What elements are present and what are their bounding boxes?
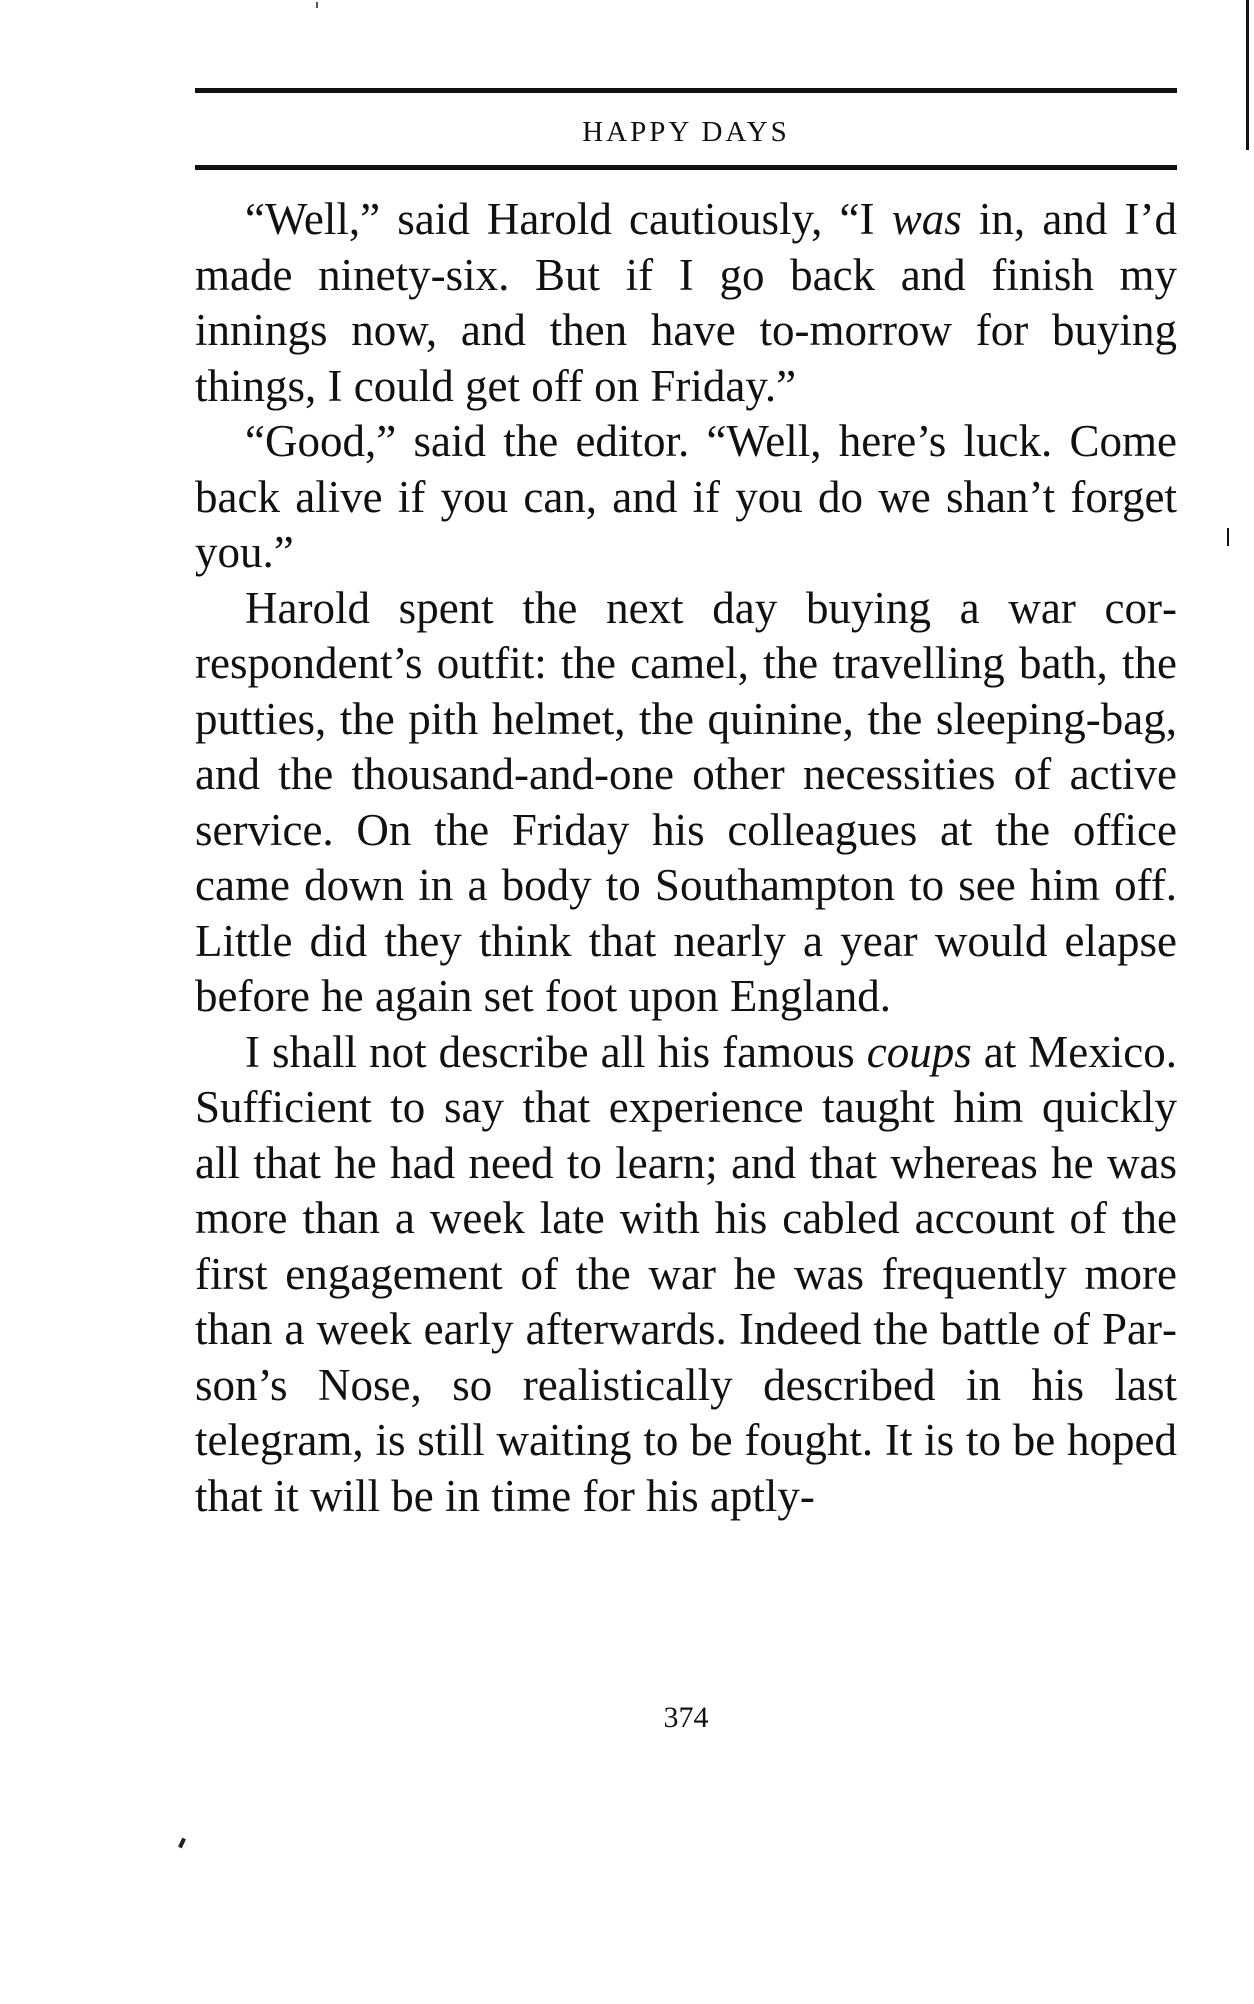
header-rule-top bbox=[195, 88, 1177, 93]
paragraph-text: “Well,” said Harold cautiously, “I bbox=[245, 194, 892, 244]
paragraph bbox=[195, 581, 1177, 1025]
emphasized-word: was bbox=[891, 194, 962, 244]
running-head: HAPPY DAYS bbox=[582, 116, 790, 148]
header-rule-bottom bbox=[195, 165, 1177, 170]
ink-speck bbox=[178, 1838, 186, 1849]
page-number: 374 bbox=[663, 1701, 709, 1734]
emphasized-word: coups bbox=[866, 1026, 972, 1077]
paragraph-text: Harold spent the next day buying a war correspondent’s outfit: the camel, the travelling bath, the putties, the pith helmet, the quinine, the sleeping-bag, and the thousand-and-one other necessities of active service. On the Friday his colleagues at the office came down in a body to Southampton to see him off. Little did they think that nearly a year would elapse before he again set foot upon England. bbox=[195, 582, 1177, 1021]
paragraph-text: at Mexico. Sufficient to say that experience taught him quickly all that he had need to learn; and that whereas he was more than a week late with his cabled account of the first engagement of the war he was frequently more than a week early afterwards. Indeed the battle of Parson’s Nose, so realistically described in his last telegram, is still waiting to be fought. It is to be hoped that it will be in time for his aptly- bbox=[195, 1026, 1178, 1521]
paragraph-text: “Good,” said the editor. “Well, here’s luck. Come back alive if you can, and if you do we shan’t forget you.” bbox=[195, 416, 1177, 577]
margin-tick-mark bbox=[1227, 528, 1229, 546]
page-edge-mark bbox=[1246, 0, 1249, 150]
paragraph bbox=[195, 192, 1177, 414]
paragraph bbox=[195, 1025, 1177, 1525]
ink-speck bbox=[316, 2, 318, 8]
body-text bbox=[195, 192, 1177, 1524]
paragraph-text: in, and I’d made ninety-six. But if I go back and finish my innings now, and then have to-morrow for buying things, I could get off on Friday.” bbox=[195, 194, 1177, 411]
paragraph bbox=[195, 414, 1177, 581]
paragraph-text: I shall not describe all his famous bbox=[245, 1026, 867, 1077]
